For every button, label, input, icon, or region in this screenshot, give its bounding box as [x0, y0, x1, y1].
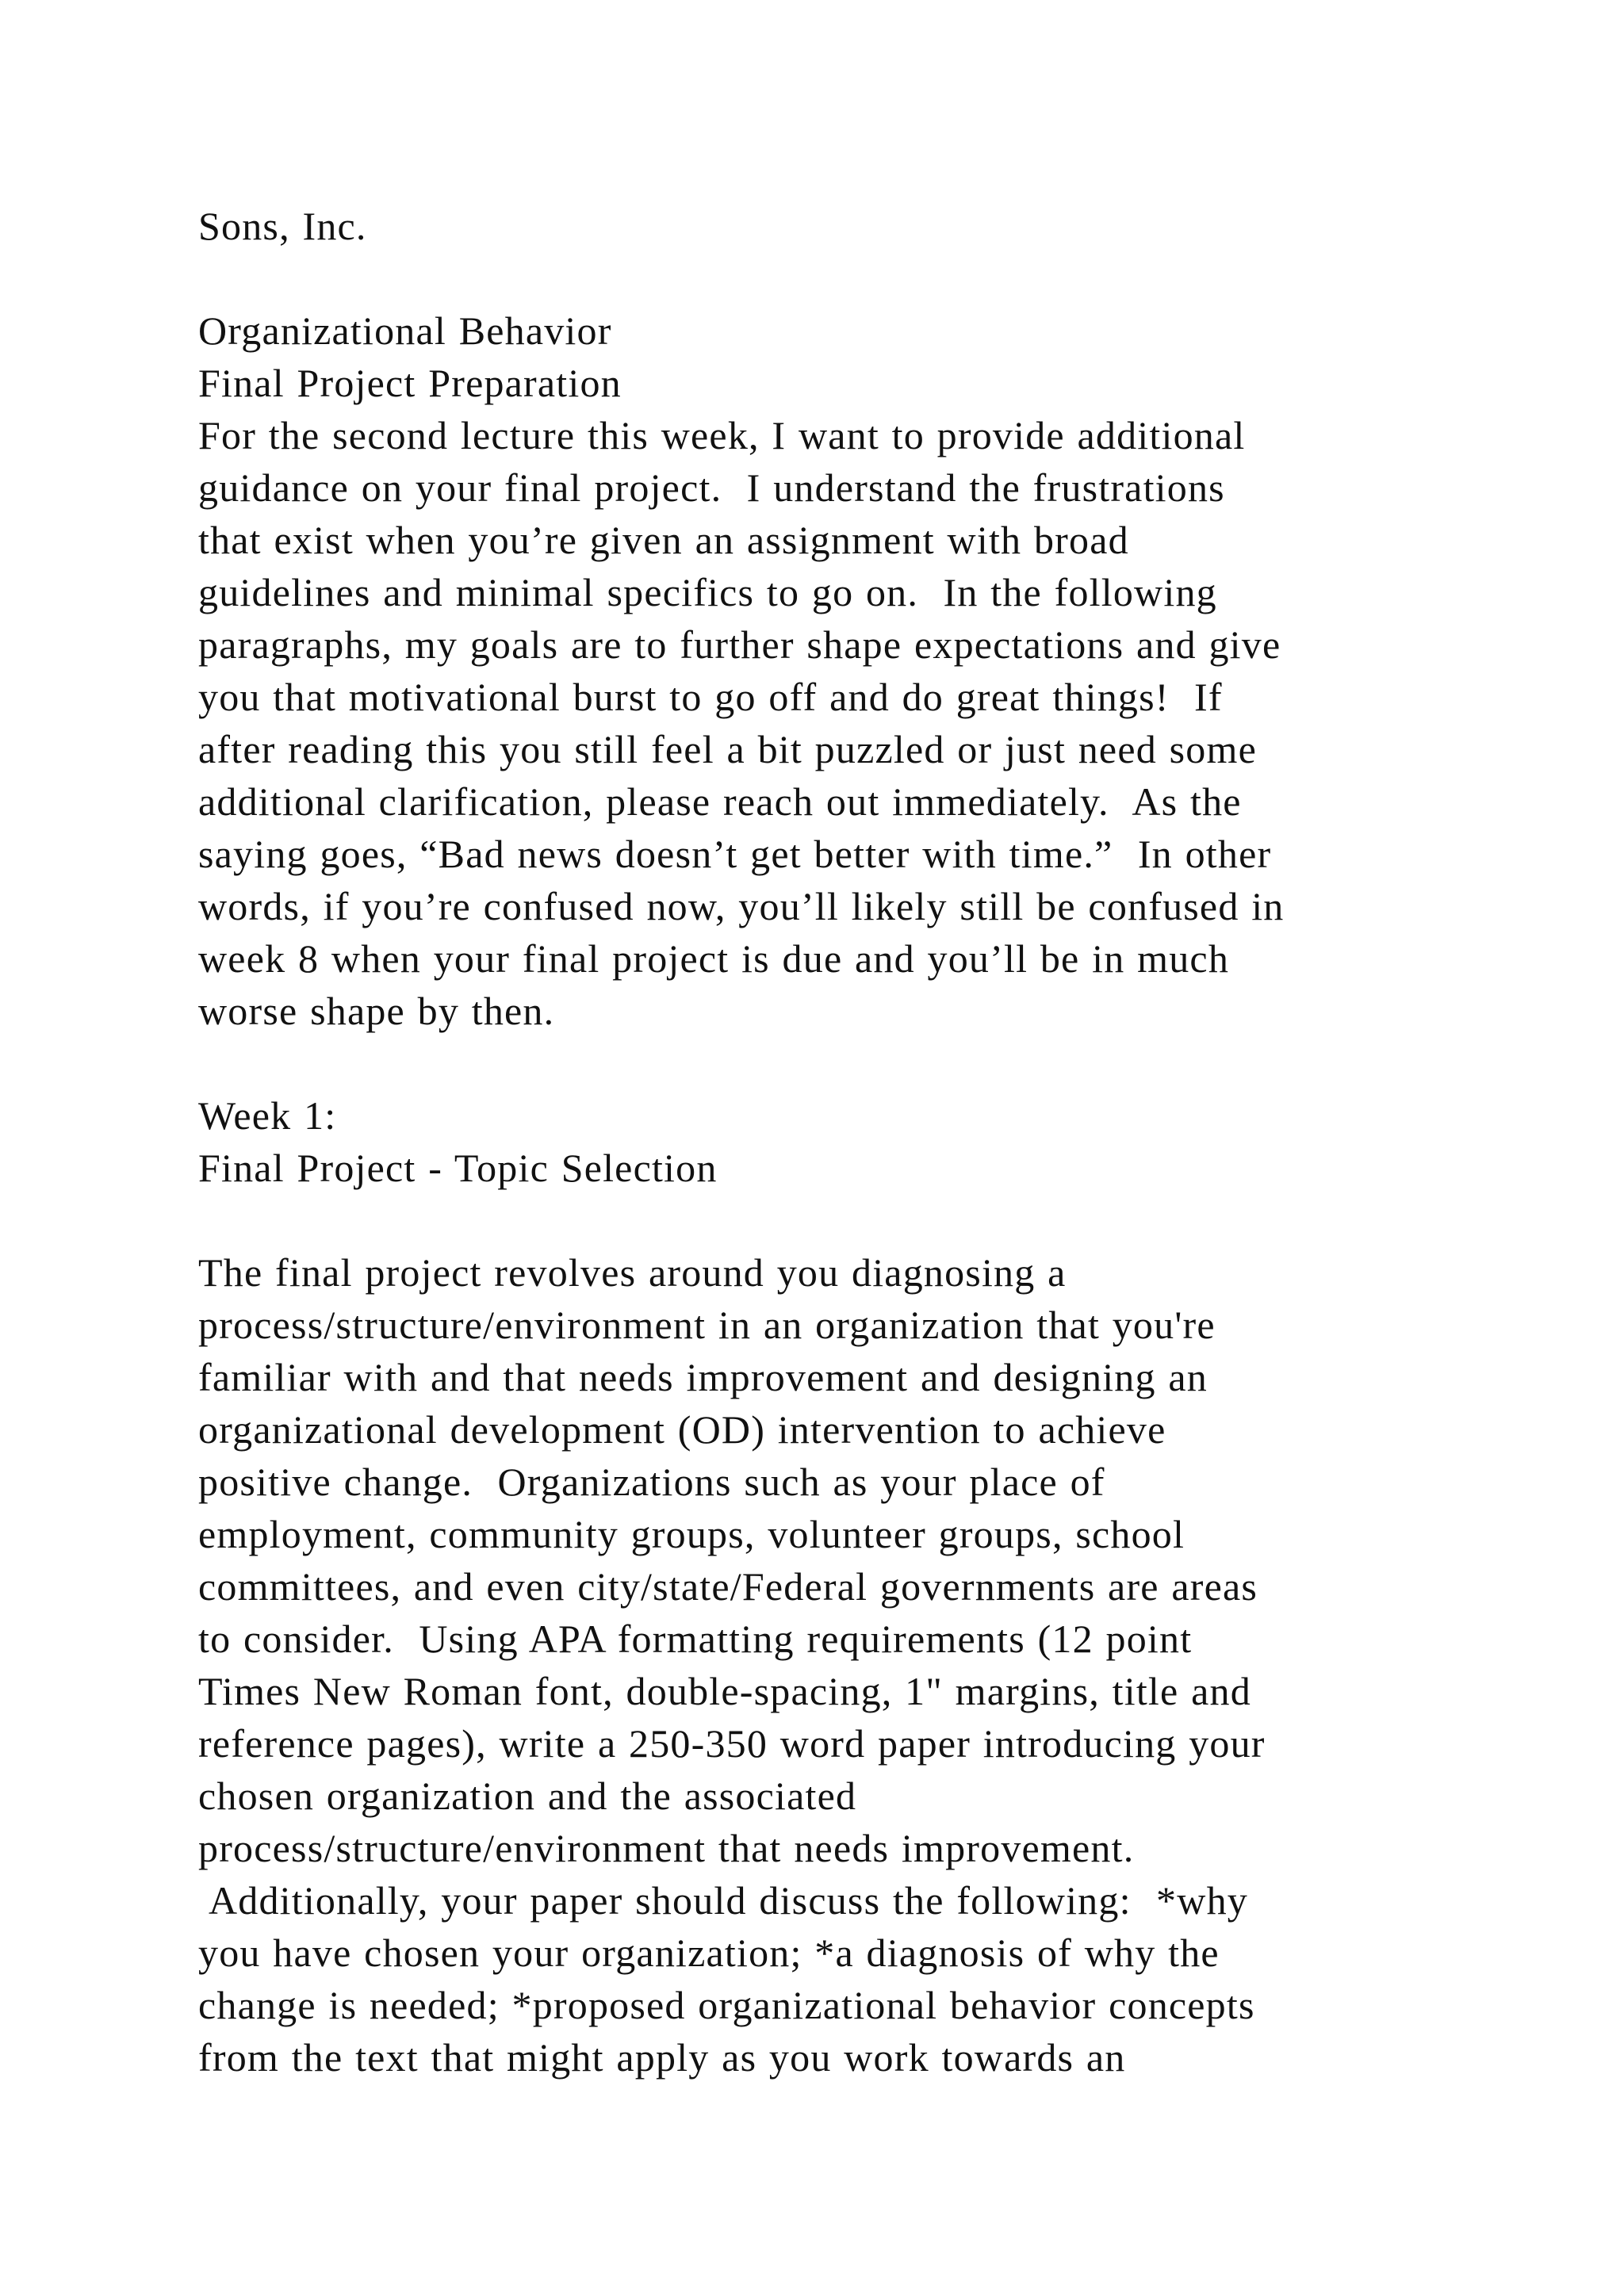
paragraph-line: to consider. Using APA formatting requirements (12 point [198, 1617, 1193, 1661]
paragraph-line: chosen organization and the associated [198, 1774, 857, 1818]
paragraph-line: you have chosen your organization; *a diagnosis of why the [198, 1931, 1220, 1975]
week-label: Week 1: [198, 1093, 337, 1138]
paragraph-line: reference pages), write a 250-350 word paper introducing your [198, 1721, 1266, 1766]
paragraph-line: after reading this you still feel a bit puzzled or just need some [198, 727, 1257, 771]
paragraph-line: paragraphs, my goals are to further shape expectations and give [198, 622, 1281, 667]
paragraph-line: The final project revolves around you diagnosing a [198, 1250, 1067, 1295]
section-title: Final Project - Topic Selection [198, 1146, 718, 1190]
paragraph-line: guidelines and minimal specifics to go on. In the following [198, 570, 1217, 614]
paragraph-line: worse shape by then. [198, 989, 555, 1033]
paragraph-line: For the second lecture this week, I want to provide additional [198, 413, 1246, 457]
paragraph-line: process/structure/environment that needs improvement. [198, 1826, 1135, 1870]
document-body [198, 200, 1546, 2084]
paragraph-line: process/structure/environment in an organization that you're [198, 1303, 1216, 1347]
paragraph-line: Additionally, your paper should discuss the following: *why [198, 1878, 1248, 1923]
paragraph-line: that exist when you’re given an assignment with broad [198, 518, 1129, 562]
blank-line [198, 1037, 1546, 1089]
section-title: Organizational Behavior [198, 308, 612, 353]
paragraph-line: employment, community groups, volunteer groups, school [198, 1512, 1185, 1556]
paragraph-line: words, if you’re confused now, you’ll likely still be confused in [198, 884, 1285, 928]
section-subtitle: Final Project Preparation [198, 361, 622, 405]
paragraph-line: change is needed; *proposed organizational behavior concepts [198, 1983, 1255, 2027]
blank-line [198, 1194, 1546, 1246]
paragraph-line: week 8 when your final project is due and you’ll be in much [198, 936, 1230, 981]
paragraph-line: Times New Roman font, double-spacing, 1" margins, title and [198, 1669, 1251, 1713]
paragraph-line: saying goes, “Bad news doesn’t get better with time.” In other [198, 832, 1272, 876]
paragraph-line: committees, and even city/state/Federal governments are areas [198, 1564, 1258, 1609]
paragraph-line: organizational development (OD) intervention to achieve [198, 1407, 1166, 1452]
paragraph-line: familiar with and that needs improvement and designing an [198, 1355, 1208, 1399]
paragraph-line: guidance on your final project. I understand the frustrations [198, 465, 1225, 510]
paragraph-line: from the text that might apply as you work towards an [198, 2035, 1126, 2080]
paragraph-line: additional clarification, please reach out immediately. As the [198, 779, 1242, 824]
paragraph-line: positive change. Organizations such as your place of [198, 1460, 1105, 1504]
document-header: Sons, Inc. [198, 204, 367, 248]
blank-line [198, 252, 1546, 304]
paragraph-line: you that motivational burst to go off and do great things! If [198, 675, 1223, 719]
